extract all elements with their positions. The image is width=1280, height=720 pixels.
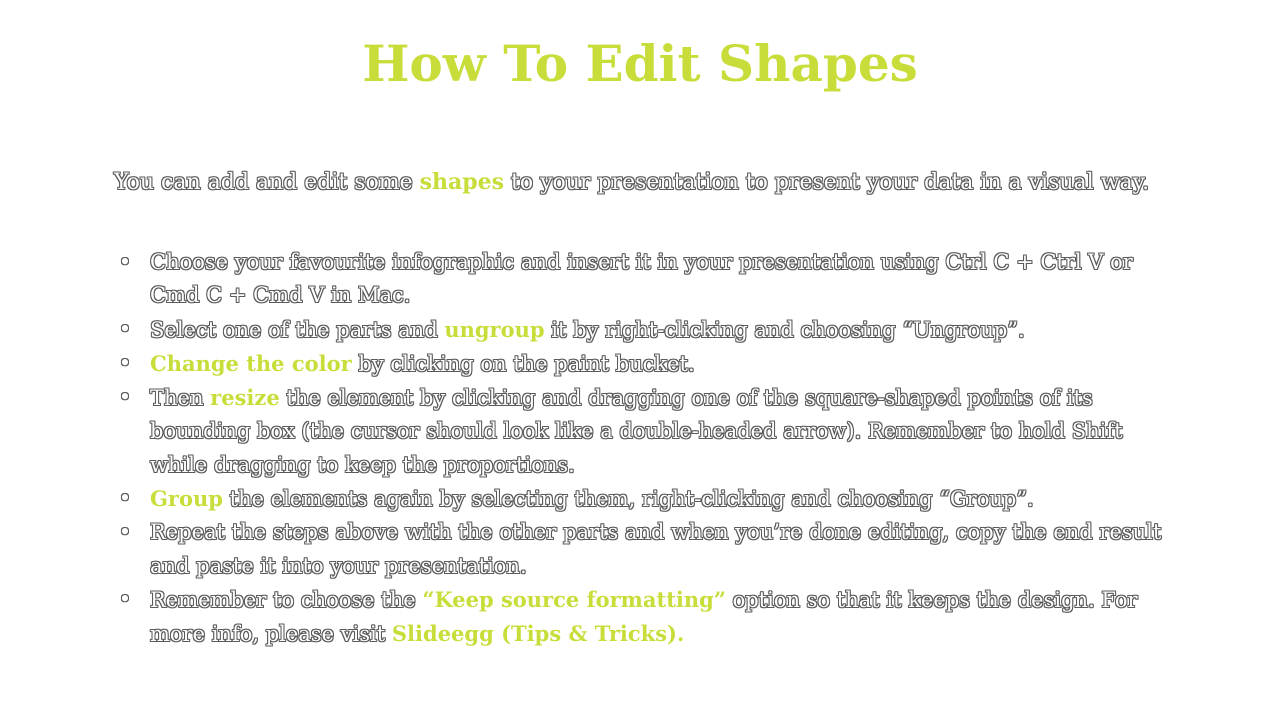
step-text: Remember to choose the [150, 587, 423, 612]
bullet-icon: • [118, 316, 132, 341]
intro-after: to your presentation to present your data in a visual way. [504, 170, 1150, 195]
bullet-icon: • [118, 250, 132, 274]
page-title: How To Edit Shapes [362, 34, 918, 93]
step-text: by clicking on the paint bucket. [351, 351, 695, 376]
bullet-icon: • [118, 486, 132, 511]
list-item [114, 347, 1174, 381]
list-item [114, 381, 1174, 482]
list-item [114, 482, 1174, 516]
step-highlight: “Keep source formatting” [422, 586, 726, 612]
list-item [114, 583, 1174, 652]
list-item [114, 246, 1174, 313]
step-text: the element by clicking and dragging one of the square-shaped points of its bounding box (the cursor should look like a double-headed arrow). Remember to hold Shift while dragging to keep the proportions. [150, 386, 1123, 477]
slideegg-link[interactable]: Slideegg (Tips & Tricks) [391, 621, 677, 647]
intro-text [114, 166, 1194, 199]
intro-highlight: shapes [419, 169, 505, 195]
step-text: it by right-clicking and choosing “Ungroup”. [544, 317, 1025, 342]
bullet-icon: • [118, 350, 132, 375]
list-item [114, 516, 1174, 583]
step-text: option so that it keeps the design. For more info, please visit [150, 587, 1138, 647]
step-highlight: Group [150, 486, 223, 512]
step-text: Choose your favourite infographic and insert it in your presentation using Ctrl C + Ctrl V or Cmd C + Cmd V in Mac. [150, 250, 1133, 308]
steps-list [114, 246, 1174, 652]
step-text: Repeat the steps above with the other parts and when you’re done editing, copy the end result and paste it into your presentation. [150, 520, 1162, 578]
bullet-icon: • [118, 586, 132, 611]
bullet-icon: • [118, 520, 132, 545]
step-highlight: Change the color [150, 350, 352, 376]
step-end: . [676, 621, 685, 647]
step-highlight: ungroup [444, 316, 545, 342]
step-highlight: resize [210, 385, 280, 411]
step-text: Then [150, 386, 211, 411]
intro-before: You can add and edit some [114, 170, 420, 195]
list-item [114, 313, 1174, 347]
step-text: the elements again by selecting them, right-clicking and choosing “Group”. [222, 487, 1034, 512]
step-text: Select one of the parts and [150, 317, 445, 342]
bullet-icon: • [118, 385, 132, 410]
